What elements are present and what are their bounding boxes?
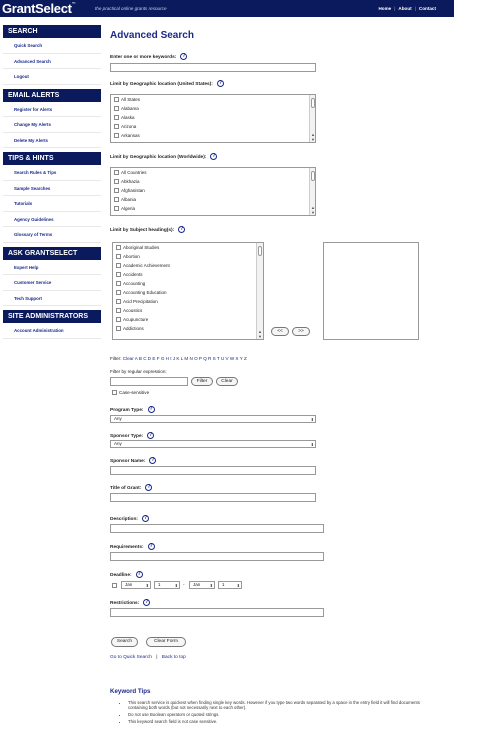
list-item[interactable]: Arizona [111, 122, 315, 131]
checkbox[interactable] [116, 281, 121, 286]
sidebar-item-sample-searches[interactable]: Sample Searches [3, 181, 101, 197]
geo-world-label: Limit by Geographic location (Worldwide): ? [110, 153, 216, 160]
list-item[interactable]: Alaska [111, 113, 315, 122]
list-item[interactable]: Abortion [113, 252, 263, 261]
chevron-down-icon: ⬍ [145, 583, 149, 588]
page-title: Advanced Search [110, 30, 194, 41]
clear-filter-button[interactable]: Clear [216, 377, 238, 386]
top-nav: Home | About | Contact [378, 6, 436, 11]
chevron-down-icon: ⬍ [236, 583, 240, 588]
program-type-select[interactable]: Any ⬍ [110, 415, 316, 423]
sidebar-item-tutorials[interactable]: Tutorials [3, 196, 101, 212]
sidebar-item-expert-help[interactable]: Expert Help [3, 260, 101, 276]
sidebar-group-admin [3, 310, 101, 339]
site-tagline: the practical online grants resource [95, 6, 167, 11]
help-icon[interactable]: ? [182, 53, 186, 59]
sponsor-type-select[interactable]: Any ⬍ [110, 440, 316, 448]
sidebar-item-agency-guidelines[interactable]: Agency Guidelines [3, 212, 101, 228]
list-item[interactable]: Accounting Education [113, 288, 263, 297]
sidebar-group-tips [3, 152, 101, 243]
program-type-label: Program Type: ? [110, 406, 153, 413]
checkbox[interactable] [114, 170, 119, 175]
list-item[interactable]: Accounting [113, 279, 263, 288]
sidebar-heading-admin: SITE ADMINISTRATORS [3, 310, 101, 323]
sidebar-item-quick-search[interactable]: Quick Search [3, 38, 101, 54]
checkbox[interactable] [114, 97, 119, 102]
list-item[interactable]: Acupuncture [113, 315, 263, 324]
help-icon[interactable]: ? [149, 406, 153, 412]
sidebar-group-ask [3, 247, 101, 307]
help-icon[interactable]: ? [149, 543, 153, 549]
checkbox[interactable] [116, 254, 121, 259]
sidebar-group-search [3, 25, 101, 85]
nav-home-link[interactable]: Home [378, 6, 392, 11]
case-sensitive-row: Case-sensitive [112, 390, 149, 395]
checkbox[interactable] [116, 263, 121, 268]
keywords-label: Enter one or more keywords: ? [110, 53, 186, 60]
checkbox[interactable] [114, 179, 119, 184]
sidebar-heading-search: SEARCH [3, 25, 101, 38]
search-button[interactable]: Search [111, 637, 138, 647]
move-left-button[interactable]: << [271, 327, 289, 336]
checkbox[interactable] [114, 124, 119, 129]
sponsor-type-label: Sponsor Type: ? [110, 432, 153, 439]
chevron-down-icon: ⬍ [209, 583, 213, 588]
list-item[interactable]: Acid Precipitation [113, 297, 263, 306]
filter-button[interactable]: Filter [191, 377, 213, 386]
checkbox[interactable] [116, 308, 121, 313]
geo-world-listbox[interactable] [110, 167, 316, 216]
sidebar-item-tech-support[interactable]: Tech Support [3, 291, 101, 307]
top-header-bar [0, 0, 454, 17]
checkbox[interactable] [114, 206, 119, 211]
checkbox[interactable] [114, 106, 119, 111]
title-of-grant-label: Title of Grant: ? [110, 484, 151, 491]
checkbox[interactable] [114, 188, 119, 193]
scrollbar[interactable]: ▲ ▼ [256, 243, 263, 339]
list-item[interactable]: Addictions [113, 324, 263, 333]
scrollbar[interactable]: ▲ ▼ [309, 95, 315, 142]
regex-label: Filter by regular expression: [110, 369, 167, 374]
sidebar-heading-tips: TIPS & HINTS [3, 152, 101, 165]
geo-us-listbox[interactable] [110, 94, 316, 143]
checkbox[interactable] [114, 115, 119, 120]
selected-subjects-listbox[interactable] [323, 242, 419, 340]
sidebar-item-delete-alerts[interactable]: Delete My Alerts [3, 133, 101, 149]
checkbox[interactable] [114, 133, 119, 138]
sidebar-item-account-admin[interactable]: Account Administration [3, 323, 101, 339]
help-icon[interactable]: ? [143, 515, 148, 521]
description-label: Description: ? [110, 515, 148, 522]
chevron-down-icon: ⬍ [310, 417, 314, 422]
checkbox[interactable] [116, 290, 121, 295]
scrollbar[interactable]: ▲ ▼ [309, 168, 315, 215]
restrictions-label: Restrictions: ? [110, 599, 149, 606]
deadline-checkbox[interactable] [112, 583, 117, 588]
subject-listbox[interactable] [112, 242, 264, 340]
deadline-label: Deadline: ? [110, 571, 141, 578]
goto-quick-search-link[interactable]: Go to Quick Search [110, 655, 152, 660]
sidebar-item-change-alerts[interactable]: Change My Alerts [3, 117, 101, 133]
sidebar-heading-ask: ASK GRANTSELECT [3, 247, 101, 260]
subject-label: Limit by Subject heading(s): ? [110, 226, 184, 233]
link-separator: | [156, 655, 158, 660]
list-item: • This keyword search field is not case sensitive. [128, 719, 440, 724]
case-sensitive-checkbox[interactable] [112, 390, 117, 395]
bottom-links [110, 655, 186, 660]
chevron-down-icon: ⬍ [310, 442, 314, 447]
checkbox[interactable] [114, 197, 119, 202]
sidebar-item-advanced-search[interactable]: Advanced Search [3, 54, 101, 70]
filter-letter-links[interactable]: A B C D E F G H I J K L M N O P Q R S T U V W X Y Z [134, 356, 247, 361]
list-item[interactable]: Academic Achievement [113, 261, 263, 270]
sponsor-name-input[interactable] [110, 466, 316, 475]
checkbox[interactable] [116, 245, 121, 250]
sidebar-item-search-rules[interactable]: Search Rules & Tips [3, 165, 101, 181]
regex-input[interactable] [110, 377, 188, 386]
help-icon[interactable]: ? [149, 432, 153, 438]
list-item[interactable]: Acoustics [113, 306, 263, 315]
help-icon[interactable]: ? [151, 457, 155, 463]
requirements-input[interactable] [110, 552, 324, 561]
list-item: • This search service is quickest when finding single key words. However if you type two words separated by a space in the entry field it will find documents containing both words (but not necessarily next to each other). [128, 700, 440, 710]
requirements-label: Requirements: ? [110, 543, 153, 550]
nav-contact-link[interactable]: Contact [418, 6, 436, 11]
help-icon[interactable]: ? [218, 80, 222, 86]
keywords-input[interactable] [110, 63, 316, 72]
sidebar [3, 25, 101, 343]
list-item[interactable]: Afghanistan [111, 186, 315, 195]
nav-about-link[interactable]: About [398, 6, 412, 11]
help-icon[interactable]: ? [137, 571, 141, 577]
help-icon[interactable]: ? [145, 599, 149, 605]
title-of-grant-input[interactable] [110, 493, 316, 502]
checkbox[interactable] [116, 299, 121, 304]
filter-alphabet [110, 356, 247, 361]
deadline-from-day[interactable]: 1 ⬍ [154, 581, 180, 589]
move-right-button[interactable]: >> [292, 327, 310, 336]
deadline-to-month[interactable]: Jan ⬍ [189, 581, 215, 589]
sidebar-item-customer-service[interactable]: Customer Service [3, 275, 101, 291]
geo-us-label: Limit by Geographic location (United States): ? [110, 80, 222, 87]
help-icon[interactable]: ? [147, 484, 151, 490]
list-item[interactable]: Arkansas [111, 131, 315, 140]
sidebar-heading-email-alerts: EMAIL ALERTS [3, 89, 101, 102]
grantselect-logo[interactable]: GrantSelect™ [2, 1, 76, 16]
list-item[interactable]: Abkhazia [111, 177, 315, 186]
deadline-dash: - [183, 582, 185, 587]
filter-prefix: Filter: [110, 356, 122, 361]
checkbox[interactable] [116, 272, 121, 277]
filter-clear-link[interactable]: Clear [122, 356, 134, 361]
list-item: • Do not use Boolean operators or quoted strings. [128, 712, 440, 717]
list-item[interactable]: Alabama [111, 104, 315, 113]
help-icon[interactable]: ? [212, 153, 216, 159]
list-item[interactable]: All States [111, 95, 315, 104]
list-item[interactable]: All Countries [111, 168, 315, 177]
sponsor-name-label: Sponsor Name: ? [110, 457, 155, 464]
sidebar-item-glossary[interactable]: Glossary of Terms [3, 227, 101, 243]
sidebar-item-logout[interactable]: Logout [3, 69, 101, 85]
description-input[interactable] [110, 524, 324, 533]
checkbox[interactable] [116, 317, 121, 322]
keyword-tips-title: Keyword Tips [110, 688, 151, 695]
back-to-top-link[interactable]: Back to top [161, 655, 186, 660]
list-item[interactable]: Algeria [111, 204, 315, 213]
deadline-from-month[interactable]: Jan ⬍ [121, 581, 151, 589]
clear-form-button[interactable]: Clear Form [146, 637, 186, 647]
list-item[interactable]: Aboriginal Studies [113, 243, 263, 252]
deadline-to-day[interactable]: 1 ⬍ [218, 581, 242, 589]
restrictions-input[interactable] [110, 608, 324, 617]
chevron-down-icon: ⬍ [174, 583, 178, 588]
list-item[interactable]: Albania [111, 195, 315, 204]
sidebar-group-email-alerts [3, 89, 101, 149]
list-item[interactable]: Accidents [113, 270, 263, 279]
keyword-tips-list [120, 700, 440, 726]
sidebar-item-register-alerts[interactable]: Register for Alerts [3, 102, 101, 118]
help-icon[interactable]: ? [180, 226, 184, 232]
checkbox[interactable] [116, 326, 121, 331]
